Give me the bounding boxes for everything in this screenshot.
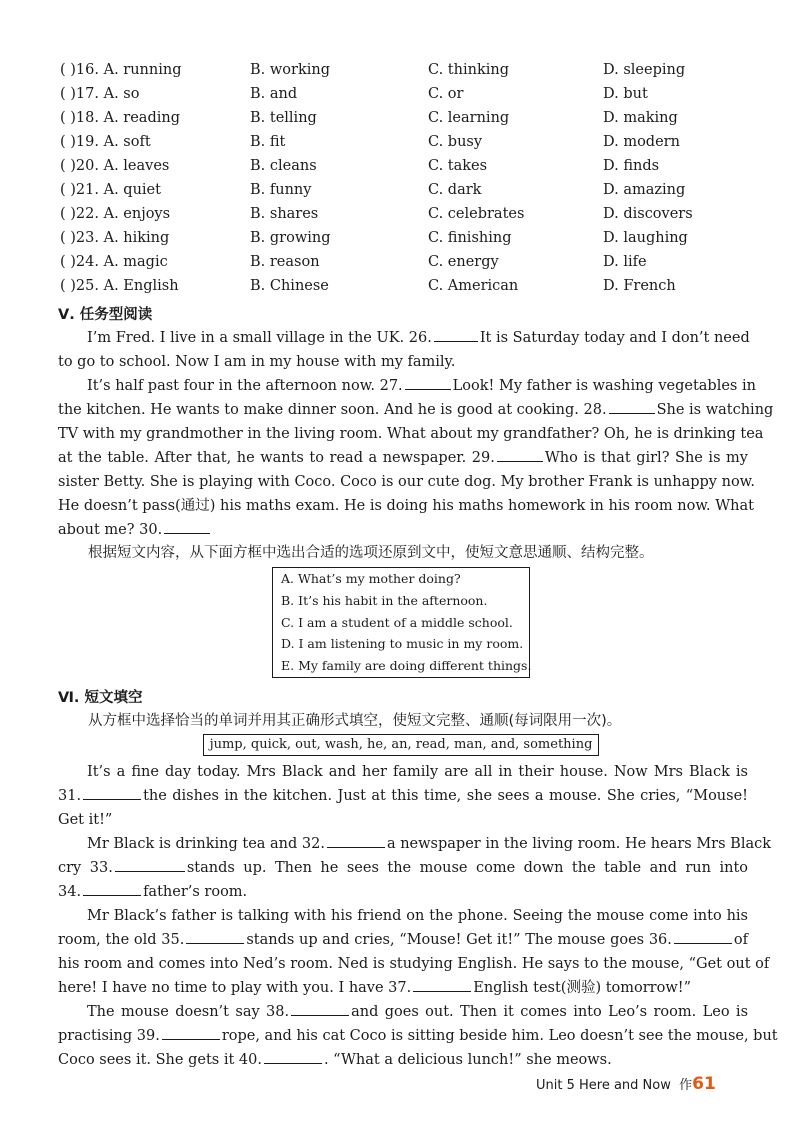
option-b: B. and bbox=[250, 86, 298, 102]
option-c: C. finishing bbox=[428, 230, 512, 246]
option-c: C. takes bbox=[428, 158, 488, 174]
choice-row bbox=[0, 158, 800, 182]
answer-blank-36[interactable] bbox=[674, 928, 732, 944]
option-d: D. making bbox=[603, 110, 678, 126]
option-c: C. celebrates bbox=[428, 206, 525, 222]
answer-blank-29[interactable] bbox=[497, 446, 543, 462]
answer-blank-26[interactable] bbox=[434, 326, 478, 342]
choice-row bbox=[0, 206, 800, 230]
answer-blank-40[interactable] bbox=[264, 1048, 322, 1064]
question-label: ( )21. A. quiet bbox=[60, 182, 161, 198]
answer-blank-35[interactable] bbox=[186, 928, 244, 944]
answer-blank-32[interactable] bbox=[327, 832, 385, 848]
option-b: B. telling bbox=[250, 110, 317, 126]
option-d: D. modern bbox=[603, 134, 680, 150]
option-b: B. growing bbox=[250, 230, 331, 246]
option-b: B. working bbox=[250, 62, 330, 78]
choice-row bbox=[0, 182, 800, 206]
choice-row bbox=[0, 134, 800, 158]
question-label: ( )24. A. magic bbox=[60, 254, 168, 270]
question-label: ( )16. A. running bbox=[60, 62, 182, 78]
option-d: D. discovers bbox=[603, 206, 693, 222]
option-b: B. shares bbox=[250, 206, 319, 222]
option-c: C. or bbox=[428, 86, 464, 102]
option-c: C. energy bbox=[428, 254, 499, 270]
option-d: D. laughing bbox=[603, 230, 688, 246]
answer-blank-37[interactable] bbox=[413, 976, 471, 992]
option-d: D. but bbox=[603, 86, 648, 102]
section-5-heading: Ⅴ. 任务型阅读 bbox=[58, 307, 153, 323]
choice-row bbox=[0, 254, 800, 278]
option-c: C. thinking bbox=[428, 62, 509, 78]
answer-blank-30[interactable] bbox=[164, 518, 210, 534]
footer-prefix: 作 bbox=[679, 1078, 693, 1093]
story-paragraph-1: It’s a fine day today. Mrs Black and her family are all in their house. Now Mrs Black is 31. the dishes in the kitchen. Just at this time, she sees a mouse. She cries, “Mouse! Get it!” bbox=[58, 764, 748, 828]
question-label: ( )22. A. enjoys bbox=[60, 206, 171, 222]
option-d: D. French bbox=[603, 278, 676, 294]
question-label: ( )20. A. leaves bbox=[60, 158, 170, 174]
answer-blank-34[interactable] bbox=[83, 880, 141, 896]
story-paragraph-2: Mr Black is drinking tea and 32. a newspaper in the living room. He hears Mrs Black cry 33. stands up. Then he sees the mouse come down the table and run into 34. father’s room. bbox=[58, 832, 748, 904]
option-b: B. reason bbox=[250, 254, 320, 270]
answer-blank-38[interactable] bbox=[291, 1000, 349, 1016]
option-d: D. life bbox=[603, 254, 647, 270]
choice-row bbox=[0, 230, 800, 254]
page-number: 61 bbox=[692, 1074, 716, 1094]
option-item: A. What’s my mother doing? bbox=[281, 571, 461, 586]
option-c: C. American bbox=[428, 278, 519, 294]
question-label: ( )17. A. so bbox=[60, 86, 140, 102]
option-d: D. sleeping bbox=[603, 62, 686, 78]
word-bank-box: jump, quick, out, wash, he, an, read, man, and, something bbox=[203, 734, 599, 756]
option-d: D. amazing bbox=[603, 182, 686, 198]
question-label: ( )23. A. hiking bbox=[60, 230, 170, 246]
option-b: B. Chinese bbox=[250, 278, 329, 294]
choice-row bbox=[0, 86, 800, 110]
section-6-heading: Ⅵ. 短文填空 bbox=[58, 690, 143, 706]
option-b: B. fit bbox=[250, 134, 286, 150]
option-b: B. cleans bbox=[250, 158, 317, 174]
option-item: B. It’s his habit in the afternoon. bbox=[281, 592, 488, 608]
option-b: B. funny bbox=[250, 182, 312, 198]
passage-paragraph-1: I’m Fred. I live in a small village in the UK. 26. It is Saturday today and I don’t need to go to school. Now I am in my house with my family. bbox=[58, 326, 748, 374]
section-6-instruction: 从方框中选择恰当的单词并用其正确形式填空，使短文完整、通顺(每词限用一次)。 bbox=[88, 713, 622, 729]
answer-blank-39[interactable] bbox=[162, 1024, 220, 1040]
option-d: D. finds bbox=[603, 158, 660, 174]
section-5-instruction: 根据短文内容，从下面方框中选出合适的选项还原到文中，使短文意思通顺、结构完整。 bbox=[88, 545, 654, 561]
options-box bbox=[272, 567, 530, 678]
option-item: C. I am a student of a middle school. bbox=[281, 614, 513, 630]
choice-row bbox=[0, 278, 800, 302]
option-c: C. learning bbox=[428, 110, 510, 126]
story-paragraph-3: Mr Black’s father is talking with his friend on the phone. Seeing the mouse come into his room, the old 35. stands up and cries, “Mouse! Get it!” The mouse goes 36. of his room and comes into Ned’s room. Ned is studying English. He says to the mouse, “Get out of here! I have no time to play with you. I have 37. English test(测验) tomorrow!” bbox=[58, 908, 770, 996]
option-item: E. My family are doing different things. bbox=[281, 658, 532, 674]
choice-row bbox=[0, 110, 800, 134]
option-item: D. I am listening to music in my room. bbox=[281, 636, 524, 652]
question-label: ( )25. A. English bbox=[60, 278, 179, 294]
answer-blank-27[interactable] bbox=[405, 374, 451, 390]
answer-blank-31[interactable] bbox=[83, 784, 141, 800]
question-label: ( )19. A. soft bbox=[60, 134, 151, 150]
story-paragraph-4: The mouse doesn’t say 38. and goes out. Then it comes into Leo’s room. Leo is practising 39. rope, and his cat Coco is sitting beside him. Leo doesn’t see the mouse, but Coco sees it. She gets it 40. . “What a delicious lunch!” she meows. bbox=[58, 1000, 748, 1072]
option-c: C. dark bbox=[428, 182, 482, 198]
answer-blank-33[interactable] bbox=[115, 856, 185, 872]
unit-title: Unit 5 Here and Now bbox=[536, 1078, 671, 1093]
page-footer bbox=[536, 1074, 716, 1094]
choice-row bbox=[0, 62, 800, 86]
question-label: ( )18. A. reading bbox=[60, 110, 180, 126]
passage-paragraph-2: It’s half past four in the afternoon now. 27. Look! My father is washing vegetables in the kitchen. He wants to make dinner soon. And he is good at cooking. 28. She is watching TV with my grandmother in the living room. What about my grandfather? Oh, he is drinking tea at the table. After that, he wants to read a newspaper. 29. Who is that girl? She is my sister Betty. She is playing with Coco. Coco is our cute dog. My brother Frank is unhappy now. He doesn’t pass(通过) his maths exam. He is doing his maths homework in his room now. What about me? 30. bbox=[58, 374, 748, 542]
answer-blank-28[interactable] bbox=[609, 398, 655, 414]
option-c: C. busy bbox=[428, 134, 483, 150]
